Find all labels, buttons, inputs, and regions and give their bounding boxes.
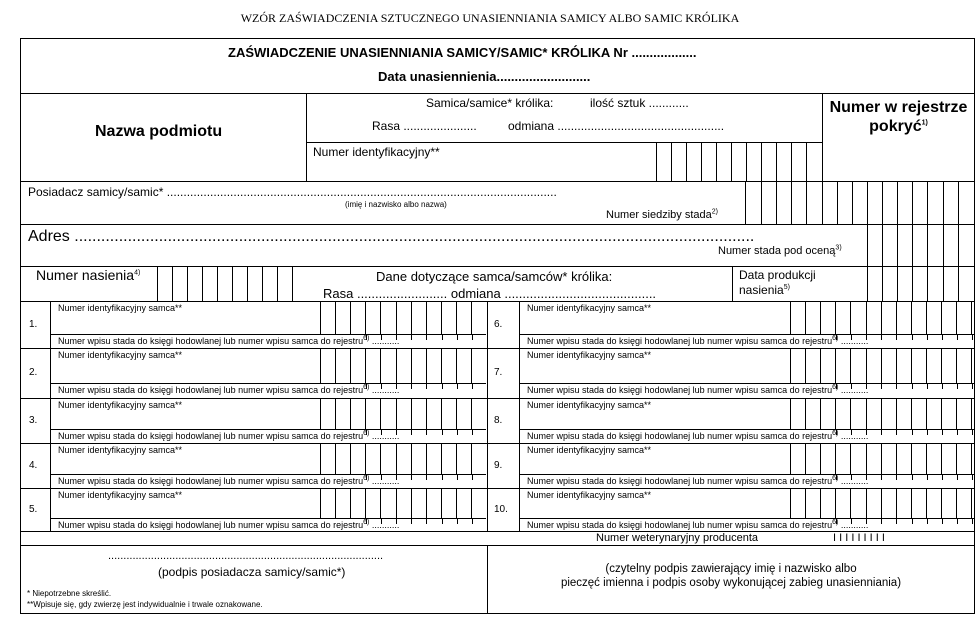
male-register-boxes[interactable] xyxy=(836,429,974,443)
male-register-label: Numer wpisu stada do księgi hodowlanej lub numer wpisu samca do rejestru$^{6)}$ ........... xyxy=(58,475,400,486)
male-id-boxes[interactable] xyxy=(320,398,486,429)
male-id-label: Numer identyfikacyjny samca** xyxy=(527,350,652,360)
operator-signature-caption: (czytelny podpis zawierający imię i nazwisko albo pieczęć imienna i podpis osoby wykonującej zabieg unasienniania) xyxy=(560,563,902,589)
male-register-label: Numer wpisu stada do księgi hodowlanej lub numer wpisu samca do rejestru$^{6)}$ ........... xyxy=(527,430,869,441)
male-id-label: Numer identyfikacyjny samca** xyxy=(527,303,652,313)
insemination-date: Data unasiennienia.......................... xyxy=(378,69,591,84)
male-register-boxes[interactable] xyxy=(366,334,486,348)
male-id-label: Numer identyfikacyjny samca** xyxy=(58,445,183,455)
male-breed-label: Rasa ......................... odmiana .......................................... xyxy=(323,286,657,301)
owner-sublabel: (imię i nazwisko albo nazwa) xyxy=(345,200,447,209)
male-row-number: 1. xyxy=(29,319,38,330)
certificate-title: ZAŚWIADCZENIE UNASIENNIANIA SAMICY/SAMIC* KRÓLIKA Nr .................. xyxy=(228,45,697,60)
male-register-label: Numer wpisu stada do księgi hodowlanej lub numer wpisu samca do rejestru$^{6)}$ ........... xyxy=(527,519,869,530)
male-register-boxes[interactable] xyxy=(366,474,486,488)
male-id-boxes[interactable] xyxy=(790,348,974,383)
male-id-boxes[interactable] xyxy=(320,348,486,383)
male-row-number: 5. xyxy=(29,504,38,515)
production-date-label: Data produkcji nasienia$^{5)}$ xyxy=(739,268,816,297)
owner-signature-caption: (podpis posiadacza samicy/samic*) xyxy=(158,565,346,579)
male-id-label: Numer identyfikacyjny samca** xyxy=(58,400,183,410)
male-id-boxes[interactable] xyxy=(320,488,486,518)
count-label: ilość sztuk ............ xyxy=(590,96,689,110)
female-label: Samica/samice* królika: xyxy=(426,96,554,110)
female-id-label: Numer identyfikacyjny** xyxy=(313,145,440,159)
footnote-unnecessary: * Niepotrzebne skreślić. xyxy=(27,589,112,598)
male-id-boxes[interactable] xyxy=(790,488,974,518)
vet-number-label: Numer weterynaryjny producenta xyxy=(596,532,759,544)
male-register-label: Numer wpisu stada do księgi hodowlanej lub numer wpisu samca do rejestru$^{6)}$ ........... xyxy=(58,384,400,395)
owner-signature-line[interactable]: .......................................................................................... xyxy=(108,550,384,562)
male-register-boxes[interactable] xyxy=(836,518,974,531)
male-row-number: 10. xyxy=(494,504,508,515)
vet-number-boxes[interactable]: I I I I I I I I I xyxy=(833,532,885,544)
male-register-boxes[interactable] xyxy=(836,474,974,488)
male-row-number: 3. xyxy=(29,415,38,426)
male-register-boxes[interactable] xyxy=(366,429,486,443)
male-register-boxes[interactable] xyxy=(366,383,486,398)
male-id-label: Numer identyfikacyjny samca** xyxy=(58,303,183,313)
semen-number-label: Numer nasienia$^{4)}$ xyxy=(36,267,141,283)
male-register-label: Numer wpisu stada do księgi hodowlanej lub numer wpisu samca do rejestru$^{6)}$ ........... xyxy=(58,335,400,346)
male-register-boxes[interactable] xyxy=(836,383,974,398)
male-register-boxes[interactable] xyxy=(366,518,486,531)
male-id-boxes[interactable] xyxy=(320,443,486,474)
male-id-label: Numer identyfikacyjny samca** xyxy=(527,400,652,410)
male-register-boxes[interactable] xyxy=(836,334,974,348)
male-row-number: 8. xyxy=(494,415,503,426)
male-id-label: Numer identyfikacyjny samca** xyxy=(58,350,183,360)
male-register-label: Numer wpisu stada do księgi hodowlanej lub numer wpisu samca do rejestru$^{6)}$ ........... xyxy=(527,335,869,346)
male-register-label: Numer wpisu stada do księgi hodowlanej lub numer wpisu samca do rejestru$^{6)}$ ........... xyxy=(58,430,400,441)
herd-number-label: Numer siedziby stada$^{2)}$ xyxy=(606,208,719,221)
address-label: Adres ......................................................................................................................................................... xyxy=(28,228,755,245)
male-register-label: Numer wpisu stada do księgi hodowlanej lub numer wpisu samca do rejestru$^{6)}$ ........... xyxy=(527,384,869,395)
variety-label: odmiana .................................................. xyxy=(508,119,725,133)
male-id-label: Numer identyfikacyjny samca** xyxy=(527,490,652,500)
male-id-boxes[interactable] xyxy=(320,301,486,334)
footnote-individual-marking: **Wpisuje się, gdy zwierzę jest indywidualnie i trwale oznakowane. xyxy=(27,600,263,609)
male-id-boxes[interactable] xyxy=(790,301,974,334)
male-row-number: 2. xyxy=(29,367,38,378)
male-id-boxes[interactable] xyxy=(790,398,974,429)
registry-number-title: Numer w rejestrze pokryć$^{1)}$ xyxy=(829,99,968,135)
male-row-number: 9. xyxy=(494,460,503,471)
male-id-label: Numer identyfikacyjny samca** xyxy=(58,490,183,500)
male-id-label: Numer identyfikacyjny samca** xyxy=(527,445,652,455)
male-row-number: 4. xyxy=(29,460,38,471)
male-data-label: Dane dotyczące samca/samców* królika: xyxy=(376,269,613,284)
evaluated-herd-label: Numer stada pod oceną$^{3)}$ xyxy=(718,244,842,257)
male-id-boxes[interactable] xyxy=(790,443,974,474)
entity-name-label: Nazwa podmiotu xyxy=(95,123,223,140)
male-row-number: 6. xyxy=(494,319,503,330)
male-register-label: Numer wpisu stada do księgi hodowlanej lub numer wpisu samca do rejestru$^{6)}$ ........... xyxy=(527,475,869,486)
male-register-label: Numer wpisu stada do księgi hodowlanej lub numer wpisu samca do rejestru$^{6)}$ ........... xyxy=(58,519,400,530)
document-title: WZÓR ZAŚWIADCZENIA SZTUCZNEGO UNASIENNIANIA SAMICY ALBO SAMIC KRÓLIKA xyxy=(240,11,740,25)
breed-label: Rasa ...................... xyxy=(372,119,477,133)
owner-label: Posiadacz samicy/samic* ..................................................................................................................... xyxy=(28,185,557,199)
male-row-number: 7. xyxy=(494,367,503,378)
